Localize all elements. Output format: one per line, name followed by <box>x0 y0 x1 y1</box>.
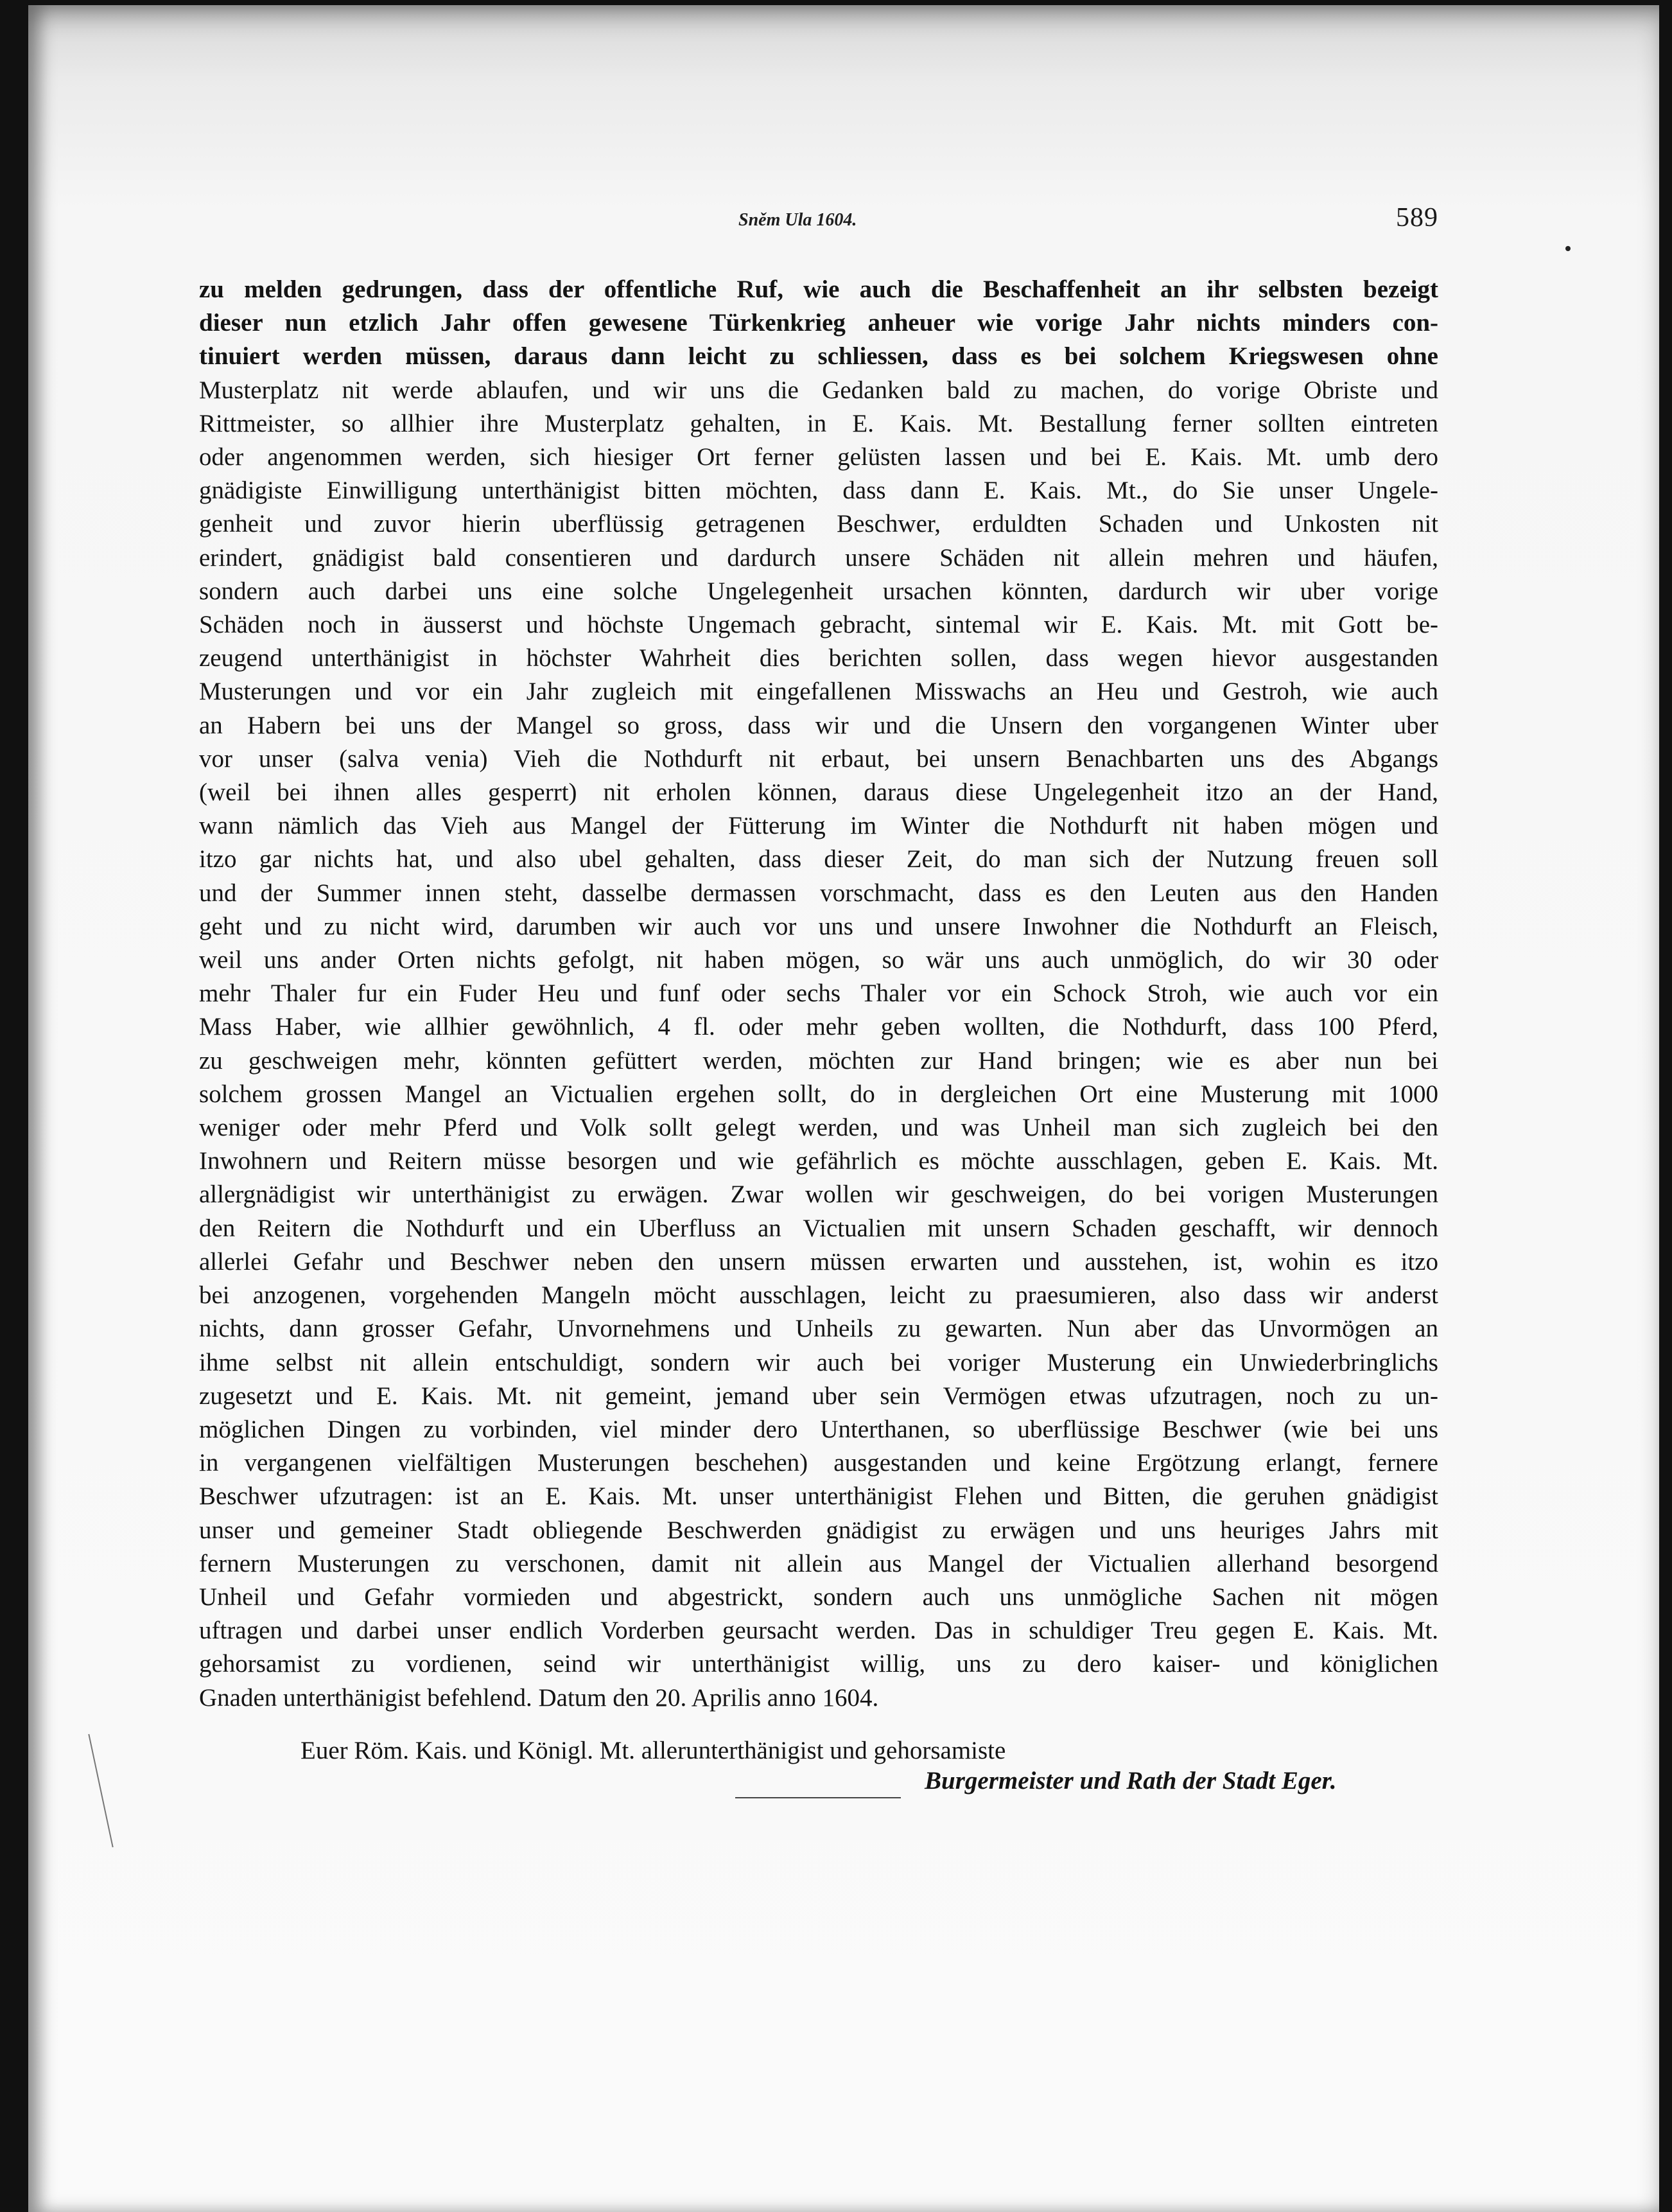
text-line: dieser nun etzlich Jahr offen gewesene Türkenkrieg anheuer wie vorige Jahr nichts minders con- <box>199 309 1438 337</box>
text-line: Schäden noch in äusserst und höchste Ungemach gebracht, sintemal wir E. Kais. Mt. mit Gott be- <box>199 611 1438 639</box>
text-line: (weil bei ihnen alles gesperrt) nit erholen können, daraus diese Ungelegenheit itzo an der Hand, <box>199 778 1438 807</box>
ink-dot <box>1565 246 1571 251</box>
text-line: Mass Haber, wie allhier gewöhnlich, 4 fl. oder mehr geben wollten, die Nothdurft, dass 100 Pferd, <box>199 1013 1438 1041</box>
page-number: 589 <box>1396 203 1438 233</box>
text-line: solchem grossen Mangel an Victualien ergehen sollt, do in dergleichen Ort eine Musterung mit 1000 <box>199 1080 1438 1108</box>
text-line: wann nämlich das Vieh aus Mangel der Fütterung im Winter die Nothdurft nit haben mögen und <box>199 812 1438 840</box>
text-line: zeugend unterthänigist in höchster Wahrheit dies berichten sollen, dass wegen hievor ausgestanden <box>199 644 1438 672</box>
text-line: nichts, dann grosser Gefahr, Unvornehmens und Unheils zu gewarten. Nun aber das Unvormögen an <box>199 1315 1438 1343</box>
text-line: erindert, gnädigist bald consentieren und dardurch unsere Schäden nit allein mehren und häufen, <box>199 543 1438 572</box>
text-line: fernern Musterungen zu verschonen, damit nit allein aus Mangel der Victualien allerhand besorgend <box>199 1549 1438 1577</box>
text-line: Beschwer ufzutragen: ist an E. Kais. Mt. unser unterthänigist Flehen und Bitten, die geruhen gnädigist <box>199 1482 1438 1511</box>
text-line: weniger oder mehr Pferd und Volk sollt gelegt werden, und was Unheil man sich zugleich bei den <box>199 1114 1438 1142</box>
running-title: Sněm Ula 1604. <box>738 210 857 230</box>
text-line: zu geschweigen mehr, könnten gefüttert werden, möchten zur Hand bringen; wie es aber nun bei <box>199 1046 1438 1075</box>
body-text <box>199 273 1438 1715</box>
text-line: und der Summer innen steht, dasselbe dermassen vorschmacht, dass es den Leuten aus den Handen <box>199 879 1438 907</box>
signature: Burgermeister und Rath der Stadt Eger. <box>925 1767 1337 1795</box>
text-line: zu melden gedrungen, dass der offentliche Ruf, wie auch die Beschaffenheit an ihr selbsten bezeigt <box>199 276 1438 303</box>
text-line: allergnädigist wir unterthänigist zu erwägen. Zwar wollen wir geschweigen, do bei vorigen Musterungen <box>199 1181 1438 1209</box>
text-line: mehr Thaler fur ein Fuder Heu und funf oder sechs Thaler vor ein Schock Stroh, wie auch vor ein <box>199 979 1438 1008</box>
closing-formula: Euer Röm. Kais. und Königl. Mt. allerunterthänigist und gehorsamiste <box>300 1737 1006 1764</box>
text-line: uftragen und darbei unser endlich Vorderben geursacht werden. Das in schuldiger Treu gegen E. Kais. Mt. <box>199 1617 1438 1645</box>
text-line: zugesetzt und E. Kais. Mt. nit gemeint, jemand uber sein Vermögen etwas ufzutragen, noch zu un- <box>199 1382 1438 1410</box>
text-line: gnädigiste Einwilligung unterthänigist bitten möchten, dass dann E. Kais. Mt., do Sie unser Ungele- <box>199 477 1438 505</box>
text-line: itzo gar nichts hat, und also ubel gehalten, dass dieser Zeit, do man sich der Nutzung freuen soll <box>199 845 1438 873</box>
text-line: möglichen Dingen zu vorbinden, viel minder dero Unterthanen, so uberflüssige Beschwer (wie bei uns <box>199 1415 1438 1443</box>
text-line: oder angenommen werden, sich hiesiger Ort ferner gelüsten lassen und bei E. Kais. Mt. umb dero <box>199 443 1438 471</box>
text-line: bei anzogenen, vorgehenden Mangeln möcht ausschlagen, leicht zu praesumieren, also dass wir anderst <box>199 1281 1438 1310</box>
text-line: gehorsamist zu vordienen, seind wir unterthänigist willig, uns zu dero kaiser- und königlichen <box>199 1650 1438 1678</box>
text-line: unser und gemeiner Stadt obliegende Beschwerden gnädigist zu erwägen und uns heuriges Jahrs mit <box>199 1516 1438 1544</box>
closing-rule <box>735 1797 901 1798</box>
text-line: vor unser (salva venia) Vieh die Nothdurft nit erbaut, bei unsern Benachbarten uns des Abgangs <box>199 744 1438 773</box>
text-line: Musterplatz nit werde ablaufen, und wir uns die Gedanken bald zu machen, do vorige Obriste und <box>199 376 1438 404</box>
text-line: tinuiert werden müssen, daraus dann leicht zu schliessen, dass es bei solchem Kriegswesen ohne <box>199 342 1438 371</box>
text-line: Unheil und Gefahr vormieden und abgestrickt, sondern auch uns unmögliche Sachen nit mögen <box>199 1583 1438 1611</box>
text-line: den Reitern die Nothdurft und ein Uberfluss an Victualien mit unsern Schaden geschafft, wir dennoch <box>199 1214 1438 1242</box>
text-line: weil uns ander Orten nichts gefolgt, nit haben mögen, so wär uns auch unmöglich, do wir 30 oder <box>199 946 1438 974</box>
text-line: Musterungen und vor ein Jahr zugleich mit eingefallenen Misswachs an Heu und Gestroh, wie auch <box>199 678 1438 706</box>
text-line: in vergangenen vielfältigen Musterungen beschehen) ausgestanden und keine Ergötzung erlangt, fernere <box>199 1449 1438 1477</box>
text-line: Gnaden unterthänigist befehlend. Datum den 20. Aprilis anno 1604. <box>199 1683 879 1712</box>
text-line: an Habern bei uns der Mangel so gross, dass wir und die Unsern den vorgangenen Winter uber <box>199 711 1438 739</box>
text-line: allerlei Gefahr und Beschwer neben den unsern müssen erwarten und ausstehen, ist, wohin es itzo <box>199 1247 1438 1276</box>
page-header <box>71 202 1438 241</box>
text-line: geht und zu nicht wird, darumben wir auch vor uns und unsere Inwohner die Nothdurft an Fleisch, <box>199 912 1438 940</box>
text-line: sondern auch darbei uns eine solche Ungelegenheit ursachen könnten, dardurch wir uber vorige <box>199 577 1438 605</box>
margin-mark <box>88 1734 113 1847</box>
text-line: Inwohnern und Reitern müsse besorgen und wie gefährlich es möchte ausschlagen, geben E. Kais. Mt. <box>199 1147 1438 1175</box>
text-line: Rittmeister, so allhier ihre Musterplatz gehalten, in E. Kais. Mt. Bestallung ferner sollten eintreten <box>199 409 1438 437</box>
text-line: genheit und zuvor hierin uberflüssig getragenen Beschwer, erduldten Schaden und Unkosten nit <box>199 510 1438 538</box>
text-line: ihme selbst nit allein entschuldigt, sondern wir auch bei voriger Musterung ein Unwiederbringlichs <box>199 1348 1438 1376</box>
